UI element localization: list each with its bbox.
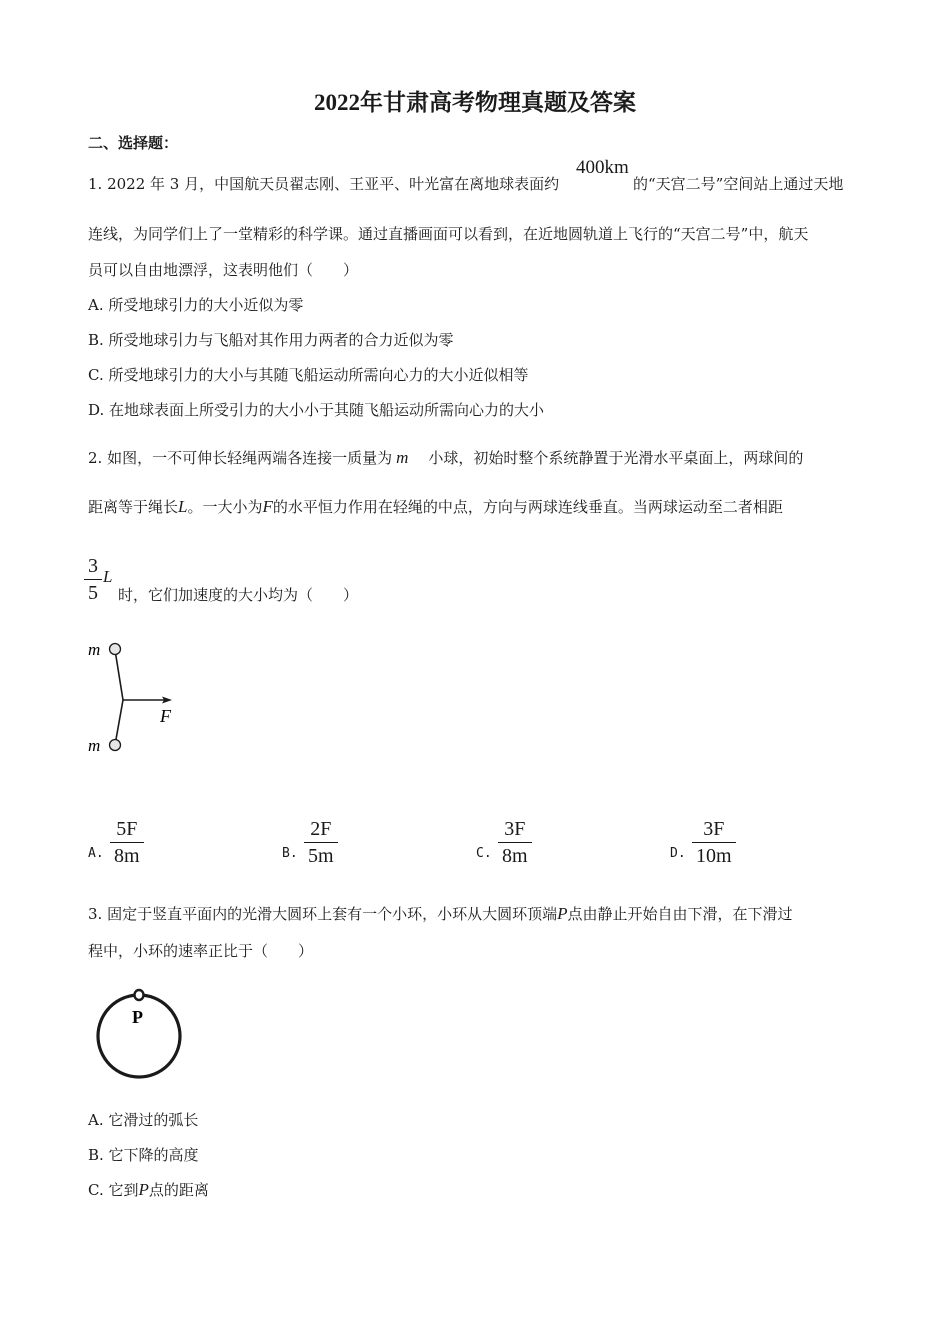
- top-mass-label: m: [88, 640, 101, 659]
- q1-option-b: B. 所受地球引力与飞船对其作用力两者的合力近似为零: [88, 331, 454, 349]
- q2-fraction-den: 5: [88, 582, 98, 604]
- q3-option-c-text: C. 它到: [88, 1181, 139, 1199]
- q2-option-d-fraction: [692, 816, 736, 869]
- q2-option-b-num: 2F: [310, 818, 332, 840]
- q1-line1-text-b: 的“天宫二号”空间站上通过天地: [633, 175, 844, 193]
- force-label: F: [160, 706, 171, 726]
- point-p-label: P: [132, 1007, 143, 1027]
- q2-force-symbol: F: [262, 497, 273, 516]
- q3-line1: [88, 904, 793, 924]
- q2-line1-text-a: 2. 如图，一不可伸长轻绳两端各连接一质量为: [88, 449, 393, 467]
- bottom-mass-label: m: [88, 736, 101, 755]
- q1-line3: 员可以自由地漂浮，这表明他们（ ）: [88, 261, 359, 279]
- q1-line1: [88, 174, 559, 194]
- q2-line1-text-b: 小球，初始时整个系统静置于光滑水平桌面上，两球间的: [428, 449, 804, 467]
- q2-line2-text-c: 的水平恒力作用在轻绳的中点，方向与两球连线垂直。当两球运动至二者相距: [272, 498, 783, 516]
- q2-fraction-num: 3: [88, 555, 98, 577]
- section-heading: 二、选择题：: [88, 134, 179, 152]
- q2-option-b-fraction: [304, 816, 338, 869]
- q2-option-a-num: 5F: [116, 818, 138, 840]
- q2-option-a-label: A.: [88, 846, 104, 861]
- top-ball: [110, 644, 121, 655]
- q1-line1-text-a: 1. 2022 年 3 月，中国航天员翟志刚、王亚平、叶光富在离地球表面约: [88, 175, 560, 193]
- rope: [115, 650, 123, 745]
- q2-option-d-num: 3F: [703, 818, 725, 840]
- q3-line2: 程中，小环的速率正比于（ ）: [88, 942, 314, 960]
- page-title: 2022年甘肃高考物理真题及答案: [314, 90, 636, 115]
- bottom-ball: [110, 740, 121, 751]
- q1-distance: 400km: [576, 157, 629, 178]
- q2-option-d-den: 10m: [696, 845, 732, 867]
- q3-option-c-tail: 点的距离: [148, 1181, 209, 1199]
- q2-line2-text-a: 距离等于绳长: [88, 498, 179, 516]
- q3-figure: [88, 980, 198, 1090]
- q2-figure: [80, 630, 200, 760]
- q2-option-a-den: 8m: [114, 845, 140, 867]
- q3-point-symbol: P: [557, 904, 568, 923]
- q3-option-c-point: P: [138, 1180, 149, 1199]
- q1-option-d: D. 在地球表面上所受引力的大小小于其随飞船运动所需向心力的大小: [88, 401, 545, 419]
- q2-option-d-label: D.: [670, 846, 686, 861]
- q3-option-b: B. 它下降的高度: [88, 1146, 199, 1164]
- small-ring: [135, 990, 144, 1000]
- q2-fraction-L: L: [103, 567, 113, 586]
- q2-line2: [88, 497, 783, 517]
- q1-option-c: C. 所受地球引力的大小与其随飞船运动所需向心力的大小近似相等: [88, 366, 529, 384]
- q3-line1-text-b: 点由静止开始自由下滑，在下滑过: [567, 905, 793, 923]
- q2-line3: 时，它们加速度的大小均为（ ）: [118, 586, 359, 604]
- q1-option-a: A. 所受地球引力的大小近似为零: [88, 296, 304, 314]
- q3-option-a: A. 它滑过的弧长: [88, 1111, 199, 1129]
- q2-option-c-fraction: [498, 816, 532, 869]
- q2-option-b-label: B.: [282, 846, 298, 861]
- q2-option-a-fraction: [110, 816, 144, 869]
- q2-option-b-den: 5m: [308, 845, 334, 867]
- q2-option-c-num: 3F: [504, 818, 526, 840]
- q2-line1: [88, 448, 803, 468]
- q3-line1-text-a: 3. 固定于竖直平面内的光滑大圆环上套有一个小环，小环从大圆环顶端: [88, 905, 558, 923]
- q2-fraction-three-fifths: [84, 553, 102, 606]
- q3-option-c: [88, 1180, 209, 1200]
- q1-line2: 连线，为同学们上了一堂精彩的科学课。通过直播画面可以看到，在近地圆轨道上飞行的“天宫二号”中，航天: [88, 225, 809, 243]
- q2-length-symbol: L: [178, 497, 188, 516]
- q2-mass-symbol: m: [396, 448, 409, 467]
- q2-option-c-label: C.: [476, 846, 492, 861]
- q2-option-c-den: 8m: [502, 845, 528, 867]
- q2-line2-text-b: 。一大小为: [187, 498, 263, 516]
